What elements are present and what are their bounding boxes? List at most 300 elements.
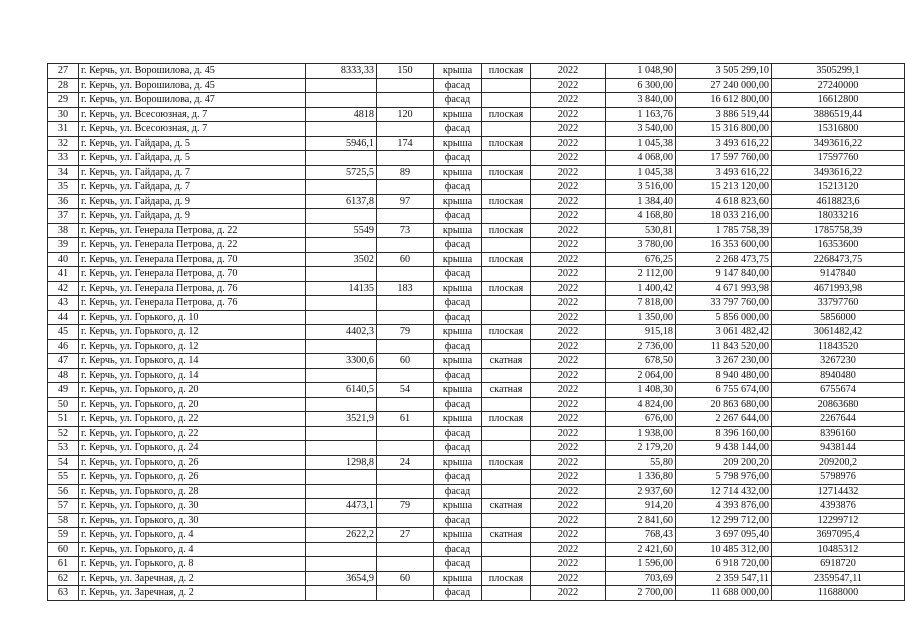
work-type-cell: крыша — [434, 281, 482, 296]
table-row — [48, 296, 905, 311]
year-cell: 2022 — [531, 470, 606, 485]
roof-type-cell — [482, 93, 531, 108]
work-type-cell: крыша — [434, 136, 482, 151]
unit-cost-cell: 1 400,42 — [606, 281, 676, 296]
row-number-cell: 57 — [48, 499, 79, 514]
sum-cell: 3697095,4 — [772, 528, 905, 543]
unit-cost-cell: 676,00 — [606, 412, 676, 427]
table-row — [48, 426, 905, 441]
table-row — [48, 223, 905, 238]
work-type-cell: фасад — [434, 586, 482, 601]
sum-cell: 17597760 — [772, 151, 905, 166]
count-cell — [377, 470, 434, 485]
year-cell: 2022 — [531, 281, 606, 296]
address-cell: г. Керчь, ул. Горького, д. 10 — [79, 310, 306, 325]
sum-cell: 3493616,22 — [772, 165, 905, 180]
year-cell: 2022 — [531, 426, 606, 441]
work-type-cell: фасад — [434, 310, 482, 325]
area-cell — [306, 470, 377, 485]
count-cell — [377, 513, 434, 528]
count-cell: 60 — [377, 571, 434, 586]
area-cell: 5549 — [306, 223, 377, 238]
year-cell: 2022 — [531, 180, 606, 195]
sum-cell: 16612800 — [772, 93, 905, 108]
total-cost-cell: 9 438 144,00 — [676, 441, 772, 456]
roof-type-cell — [482, 426, 531, 441]
count-cell — [377, 542, 434, 557]
area-cell: 6137,8 — [306, 194, 377, 209]
sum-cell: 4393876 — [772, 499, 905, 514]
table-row — [48, 484, 905, 499]
work-type-cell: фасад — [434, 151, 482, 166]
unit-cost-cell: 7 818,00 — [606, 296, 676, 311]
count-cell — [377, 426, 434, 441]
sum-cell: 3886519,44 — [772, 107, 905, 122]
work-type-cell: крыша — [434, 107, 482, 122]
work-type-cell: крыша — [434, 499, 482, 514]
row-number-cell: 45 — [48, 325, 79, 340]
sum-cell: 209200,2 — [772, 455, 905, 470]
area-cell: 3521,9 — [306, 412, 377, 427]
year-cell: 2022 — [531, 267, 606, 282]
roof-type-cell — [482, 586, 531, 601]
table-row — [48, 586, 905, 601]
total-cost-cell: 9 147 840,00 — [676, 267, 772, 282]
table-row — [48, 397, 905, 412]
row-number-cell: 55 — [48, 470, 79, 485]
total-cost-cell: 15 316 800,00 — [676, 122, 772, 137]
roof-type-cell — [482, 151, 531, 166]
roof-type-cell: плоская — [482, 64, 531, 79]
row-number-cell: 31 — [48, 122, 79, 137]
table-row — [48, 354, 905, 369]
work-type-cell: крыша — [434, 252, 482, 267]
sum-cell: 2268473,75 — [772, 252, 905, 267]
year-cell: 2022 — [531, 441, 606, 456]
count-cell — [377, 267, 434, 282]
roof-type-cell — [482, 78, 531, 93]
count-cell — [377, 93, 434, 108]
total-cost-cell: 8 940 480,00 — [676, 368, 772, 383]
count-cell — [377, 78, 434, 93]
table-row — [48, 325, 905, 340]
area-cell: 5946,1 — [306, 136, 377, 151]
row-number-cell: 52 — [48, 426, 79, 441]
row-number-cell: 34 — [48, 165, 79, 180]
table-row — [48, 165, 905, 180]
table-row — [48, 136, 905, 151]
work-type-cell: фасад — [434, 267, 482, 282]
count-cell — [377, 484, 434, 499]
total-cost-cell: 3 493 616,22 — [676, 136, 772, 151]
total-cost-cell: 10 485 312,00 — [676, 542, 772, 557]
unit-cost-cell: 3 516,00 — [606, 180, 676, 195]
count-cell — [377, 368, 434, 383]
address-cell: г. Керчь, ул. Заречная, д. 2 — [79, 586, 306, 601]
address-cell: г. Керчь, ул. Горького, д. 8 — [79, 557, 306, 572]
work-type-cell: фасад — [434, 470, 482, 485]
roof-type-cell: плоская — [482, 571, 531, 586]
total-cost-cell: 1 785 758,39 — [676, 223, 772, 238]
sum-cell: 5798976 — [772, 470, 905, 485]
table-row — [48, 78, 905, 93]
work-type-cell: фасад — [434, 368, 482, 383]
area-cell — [306, 267, 377, 282]
area-cell — [306, 209, 377, 224]
work-type-cell: фасад — [434, 484, 482, 499]
row-number-cell: 30 — [48, 107, 79, 122]
unit-cost-cell: 1 163,76 — [606, 107, 676, 122]
sum-cell: 15213120 — [772, 180, 905, 195]
roof-type-cell: плоская — [482, 136, 531, 151]
address-cell: г. Керчь, ул. Горького, д. 20 — [79, 383, 306, 398]
total-cost-cell: 33 797 760,00 — [676, 296, 772, 311]
row-number-cell: 39 — [48, 238, 79, 253]
unit-cost-cell: 2 179,20 — [606, 441, 676, 456]
total-cost-cell: 17 597 760,00 — [676, 151, 772, 166]
row-number-cell: 60 — [48, 542, 79, 557]
roof-type-cell: плоская — [482, 223, 531, 238]
unit-cost-cell: 1 596,00 — [606, 557, 676, 572]
roof-type-cell: скатная — [482, 528, 531, 543]
roof-type-cell — [482, 180, 531, 195]
total-cost-cell: 11 688 000,00 — [676, 586, 772, 601]
total-cost-cell: 3 061 482,42 — [676, 325, 772, 340]
unit-cost-cell: 1 045,38 — [606, 165, 676, 180]
unit-cost-cell: 6 300,00 — [606, 78, 676, 93]
row-number-cell: 32 — [48, 136, 79, 151]
table-row — [48, 122, 905, 137]
roof-type-cell: плоская — [482, 194, 531, 209]
roof-type-cell — [482, 470, 531, 485]
unit-cost-cell: 1 045,38 — [606, 136, 676, 151]
table-row — [48, 470, 905, 485]
table-row — [48, 267, 905, 282]
count-cell: 183 — [377, 281, 434, 296]
total-cost-cell: 20 863 680,00 — [676, 397, 772, 412]
area-cell — [306, 368, 377, 383]
count-cell — [377, 586, 434, 601]
work-type-cell: фасад — [434, 397, 482, 412]
table-row — [48, 252, 905, 267]
repair-schedule-table — [47, 63, 905, 601]
table-row — [48, 310, 905, 325]
count-cell: 24 — [377, 455, 434, 470]
total-cost-cell: 3 505 299,10 — [676, 64, 772, 79]
area-cell — [306, 513, 377, 528]
sum-cell: 11688000 — [772, 586, 905, 601]
total-cost-cell: 2 359 547,11 — [676, 571, 772, 586]
total-cost-cell: 209 200,20 — [676, 455, 772, 470]
row-number-cell: 49 — [48, 383, 79, 398]
area-cell — [306, 122, 377, 137]
table-row — [48, 368, 905, 383]
sum-cell: 6918720 — [772, 557, 905, 572]
year-cell: 2022 — [531, 325, 606, 340]
roof-type-cell: плоская — [482, 281, 531, 296]
area-cell — [306, 441, 377, 456]
unit-cost-cell: 4 824,00 — [606, 397, 676, 412]
count-cell — [377, 310, 434, 325]
work-type-cell: крыша — [434, 383, 482, 398]
row-number-cell: 53 — [48, 441, 79, 456]
table-row — [48, 513, 905, 528]
total-cost-cell: 12 299 712,00 — [676, 513, 772, 528]
roof-type-cell — [482, 513, 531, 528]
total-cost-cell: 4 618 823,60 — [676, 194, 772, 209]
count-cell: 79 — [377, 325, 434, 340]
unit-cost-cell: 2 064,00 — [606, 368, 676, 383]
count-cell — [377, 122, 434, 137]
area-cell: 6140,5 — [306, 383, 377, 398]
area-cell — [306, 339, 377, 354]
row-number-cell: 63 — [48, 586, 79, 601]
table-row — [48, 528, 905, 543]
work-type-cell: крыша — [434, 528, 482, 543]
sum-cell: 10485312 — [772, 542, 905, 557]
count-cell: 73 — [377, 223, 434, 238]
work-type-cell: крыша — [434, 165, 482, 180]
total-cost-cell: 16 612 800,00 — [676, 93, 772, 108]
area-cell: 3502 — [306, 252, 377, 267]
area-cell — [306, 397, 377, 412]
table-row — [48, 64, 905, 79]
area-cell: 3300,6 — [306, 354, 377, 369]
row-number-cell: 42 — [48, 281, 79, 296]
row-number-cell: 54 — [48, 455, 79, 470]
work-type-cell: фасад — [434, 426, 482, 441]
table-row — [48, 383, 905, 398]
unit-cost-cell: 1 408,30 — [606, 383, 676, 398]
area-cell: 14135 — [306, 281, 377, 296]
unit-cost-cell: 678,50 — [606, 354, 676, 369]
address-cell: г. Керчь, ул. Генерала Петрова, д. 70 — [79, 267, 306, 282]
roof-type-cell: плоская — [482, 252, 531, 267]
unit-cost-cell: 2 700,00 — [606, 586, 676, 601]
roof-type-cell — [482, 397, 531, 412]
roof-type-cell — [482, 296, 531, 311]
total-cost-cell: 18 033 216,00 — [676, 209, 772, 224]
work-type-cell: крыша — [434, 64, 482, 79]
area-cell — [306, 93, 377, 108]
total-cost-cell: 4 671 993,98 — [676, 281, 772, 296]
area-cell — [306, 484, 377, 499]
work-type-cell: крыша — [434, 325, 482, 340]
year-cell: 2022 — [531, 513, 606, 528]
total-cost-cell: 6 918 720,00 — [676, 557, 772, 572]
year-cell: 2022 — [531, 209, 606, 224]
unit-cost-cell: 3 840,00 — [606, 93, 676, 108]
work-type-cell: фасад — [434, 296, 482, 311]
work-type-cell: фасад — [434, 180, 482, 195]
unit-cost-cell: 3 780,00 — [606, 238, 676, 253]
year-cell: 2022 — [531, 107, 606, 122]
total-cost-cell: 3 267 230,00 — [676, 354, 772, 369]
roof-type-cell: скатная — [482, 354, 531, 369]
roof-type-cell — [482, 310, 531, 325]
table-row — [48, 238, 905, 253]
unit-cost-cell: 530,81 — [606, 223, 676, 238]
work-type-cell: фасад — [434, 441, 482, 456]
count-cell: 97 — [377, 194, 434, 209]
address-cell: г. Керчь, ул. Гайдара, д. 9 — [79, 209, 306, 224]
total-cost-cell: 8 396 160,00 — [676, 426, 772, 441]
row-number-cell: 48 — [48, 368, 79, 383]
area-cell — [306, 151, 377, 166]
address-cell: г. Керчь, ул. Горького, д. 28 — [79, 484, 306, 499]
work-type-cell: крыша — [434, 194, 482, 209]
table-body — [48, 64, 905, 601]
address-cell: г. Керчь, ул. Гайдара, д. 9 — [79, 194, 306, 209]
total-cost-cell: 3 697 095,40 — [676, 528, 772, 543]
work-type-cell: крыша — [434, 571, 482, 586]
roof-type-cell: скатная — [482, 499, 531, 514]
area-cell — [306, 238, 377, 253]
work-type-cell: фасад — [434, 339, 482, 354]
row-number-cell: 40 — [48, 252, 79, 267]
work-type-cell: фасад — [434, 557, 482, 572]
count-cell: 174 — [377, 136, 434, 151]
address-cell: г. Керчь, ул. Генерала Петрова, д. 76 — [79, 281, 306, 296]
area-cell — [306, 586, 377, 601]
work-type-cell: фасад — [434, 93, 482, 108]
address-cell: г. Керчь, ул. Горького, д. 20 — [79, 397, 306, 412]
unit-cost-cell: 1 350,00 — [606, 310, 676, 325]
row-number-cell: 28 — [48, 78, 79, 93]
roof-type-cell — [482, 441, 531, 456]
row-number-cell: 44 — [48, 310, 79, 325]
table-row — [48, 412, 905, 427]
count-cell: 89 — [377, 165, 434, 180]
area-cell: 4402,3 — [306, 325, 377, 340]
area-cell: 5725,5 — [306, 165, 377, 180]
row-number-cell: 36 — [48, 194, 79, 209]
year-cell: 2022 — [531, 310, 606, 325]
work-type-cell: фасад — [434, 209, 482, 224]
work-type-cell: крыша — [434, 412, 482, 427]
count-cell: 150 — [377, 64, 434, 79]
count-cell: 27 — [377, 528, 434, 543]
count-cell: 61 — [377, 412, 434, 427]
table-row — [48, 571, 905, 586]
table-row — [48, 339, 905, 354]
roof-type-cell: плоская — [482, 165, 531, 180]
unit-cost-cell: 55,80 — [606, 455, 676, 470]
unit-cost-cell: 3 540,00 — [606, 122, 676, 137]
sum-cell: 3505299,1 — [772, 64, 905, 79]
year-cell: 2022 — [531, 93, 606, 108]
count-cell — [377, 441, 434, 456]
year-cell: 2022 — [531, 165, 606, 180]
address-cell: г. Керчь, ул. Всесоюзная, д. 7 — [79, 122, 306, 137]
unit-cost-cell: 4 168,80 — [606, 209, 676, 224]
unit-cost-cell: 1 336,80 — [606, 470, 676, 485]
area-cell — [306, 310, 377, 325]
table-row — [48, 441, 905, 456]
row-number-cell: 37 — [48, 209, 79, 224]
address-cell: г. Керчь, ул. Горького, д. 30 — [79, 499, 306, 514]
roof-type-cell — [482, 209, 531, 224]
table-row — [48, 281, 905, 296]
sum-cell: 9147840 — [772, 267, 905, 282]
sum-cell: 15316800 — [772, 122, 905, 137]
total-cost-cell: 3 493 616,22 — [676, 165, 772, 180]
sum-cell: 5856000 — [772, 310, 905, 325]
area-cell — [306, 296, 377, 311]
address-cell: г. Керчь, ул. Генерала Петрова, д. 22 — [79, 238, 306, 253]
count-cell — [377, 296, 434, 311]
year-cell: 2022 — [531, 557, 606, 572]
row-number-cell: 50 — [48, 397, 79, 412]
row-number-cell: 43 — [48, 296, 79, 311]
unit-cost-cell: 1 384,40 — [606, 194, 676, 209]
work-type-cell: фасад — [434, 238, 482, 253]
work-type-cell: фасад — [434, 122, 482, 137]
total-cost-cell: 4 393 876,00 — [676, 499, 772, 514]
year-cell: 2022 — [531, 397, 606, 412]
sum-cell: 3267230 — [772, 354, 905, 369]
year-cell: 2022 — [531, 194, 606, 209]
area-cell: 8333,33 — [306, 64, 377, 79]
table-row — [48, 557, 905, 572]
roof-type-cell: скатная — [482, 383, 531, 398]
year-cell: 2022 — [531, 542, 606, 557]
year-cell: 2022 — [531, 252, 606, 267]
count-cell — [377, 209, 434, 224]
unit-cost-cell: 676,25 — [606, 252, 676, 267]
total-cost-cell: 5 798 976,00 — [676, 470, 772, 485]
roof-type-cell: плоская — [482, 455, 531, 470]
count-cell: 120 — [377, 107, 434, 122]
unit-cost-cell: 4 068,00 — [606, 151, 676, 166]
roof-type-cell: плоская — [482, 412, 531, 427]
total-cost-cell: 16 353 600,00 — [676, 238, 772, 253]
address-cell: г. Керчь, ул. Горького, д. 14 — [79, 354, 306, 369]
total-cost-cell: 2 268 473,75 — [676, 252, 772, 267]
year-cell: 2022 — [531, 528, 606, 543]
year-cell: 2022 — [531, 354, 606, 369]
sum-cell: 12714432 — [772, 484, 905, 499]
year-cell: 2022 — [531, 78, 606, 93]
year-cell: 2022 — [531, 368, 606, 383]
roof-type-cell — [482, 368, 531, 383]
count-cell — [377, 238, 434, 253]
year-cell: 2022 — [531, 238, 606, 253]
year-cell: 2022 — [531, 455, 606, 470]
address-cell: г. Керчь, ул. Генерала Петрова, д. 22 — [79, 223, 306, 238]
row-number-cell: 27 — [48, 64, 79, 79]
address-cell: г. Керчь, ул. Ворошилова, д. 45 — [79, 78, 306, 93]
total-cost-cell: 5 856 000,00 — [676, 310, 772, 325]
year-cell: 2022 — [531, 484, 606, 499]
count-cell — [377, 151, 434, 166]
sum-cell: 33797760 — [772, 296, 905, 311]
unit-cost-cell: 768,43 — [606, 528, 676, 543]
table-row — [48, 107, 905, 122]
unit-cost-cell: 2 736,00 — [606, 339, 676, 354]
sum-cell: 11843520 — [772, 339, 905, 354]
sum-cell: 1785758,39 — [772, 223, 905, 238]
area-cell — [306, 542, 377, 557]
row-number-cell: 33 — [48, 151, 79, 166]
year-cell: 2022 — [531, 412, 606, 427]
table-row — [48, 180, 905, 195]
year-cell: 2022 — [531, 383, 606, 398]
area-cell: 4473,1 — [306, 499, 377, 514]
year-cell: 2022 — [531, 499, 606, 514]
area-cell — [306, 557, 377, 572]
count-cell — [377, 339, 434, 354]
